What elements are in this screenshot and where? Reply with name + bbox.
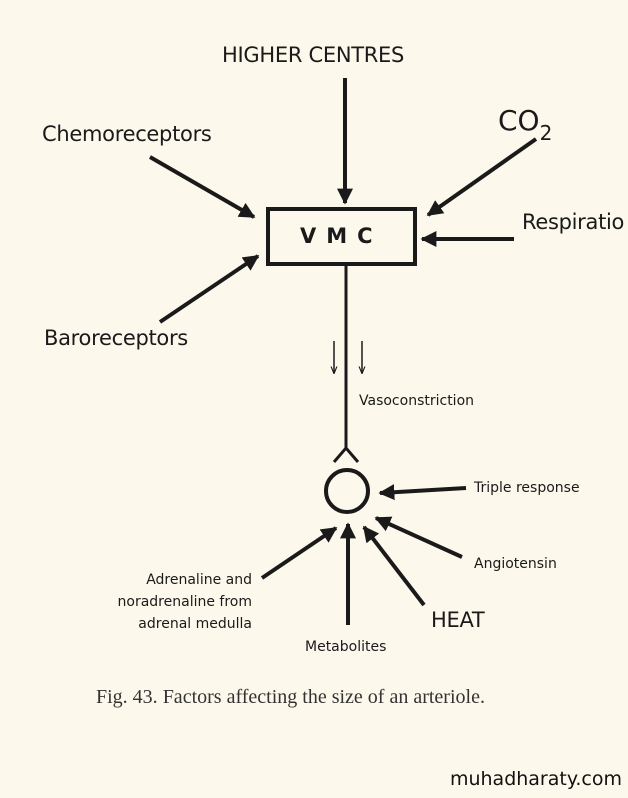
label-vasoconstriction: Vasoconstriction (359, 393, 475, 409)
watermark-text: muhadharaty.com (449, 768, 622, 790)
label-co2-subscript: 2 (539, 121, 553, 145)
arteriole-circle (326, 470, 368, 512)
caption-text: Factors affecting the size of an arteriole. (162, 686, 485, 708)
arrow-adrenaline (262, 528, 336, 578)
label-triple-response: Triple response (474, 480, 580, 496)
label-metabolites: Metabolites (305, 639, 387, 655)
label-respiration: Respiratio (522, 210, 625, 234)
arrow-baroreceptors (160, 256, 258, 322)
label-baroreceptors: Baroreceptors (44, 326, 188, 350)
label-higher-centres: HIGHER CENTRES (222, 43, 405, 67)
label-chemoreceptors: Chemoreceptors (42, 122, 212, 146)
arrow-triple-response (380, 488, 466, 493)
arrow-chemoreceptors (150, 157, 254, 217)
label-co2-main: CO (498, 104, 540, 137)
label-co2 (498, 104, 553, 145)
vmc-label: VMC (300, 224, 383, 248)
label-adrenaline-line-3: adrenal medulla (138, 616, 252, 632)
arrow-angiotensin (376, 518, 462, 557)
arrow-co2 (428, 139, 536, 215)
label-adrenaline-line-1: Adrenaline and (146, 572, 252, 588)
figure-caption (96, 686, 616, 709)
nerve-ending (334, 448, 358, 462)
arrow-heat (364, 527, 424, 605)
label-adrenaline-line-2: noradrenaline from (117, 594, 252, 610)
label-adrenaline (100, 569, 252, 635)
caption-fig-label: Fig. 43. (96, 686, 158, 708)
label-angiotensin: Angiotensin (474, 556, 557, 572)
label-heat: HEAT (431, 608, 485, 632)
